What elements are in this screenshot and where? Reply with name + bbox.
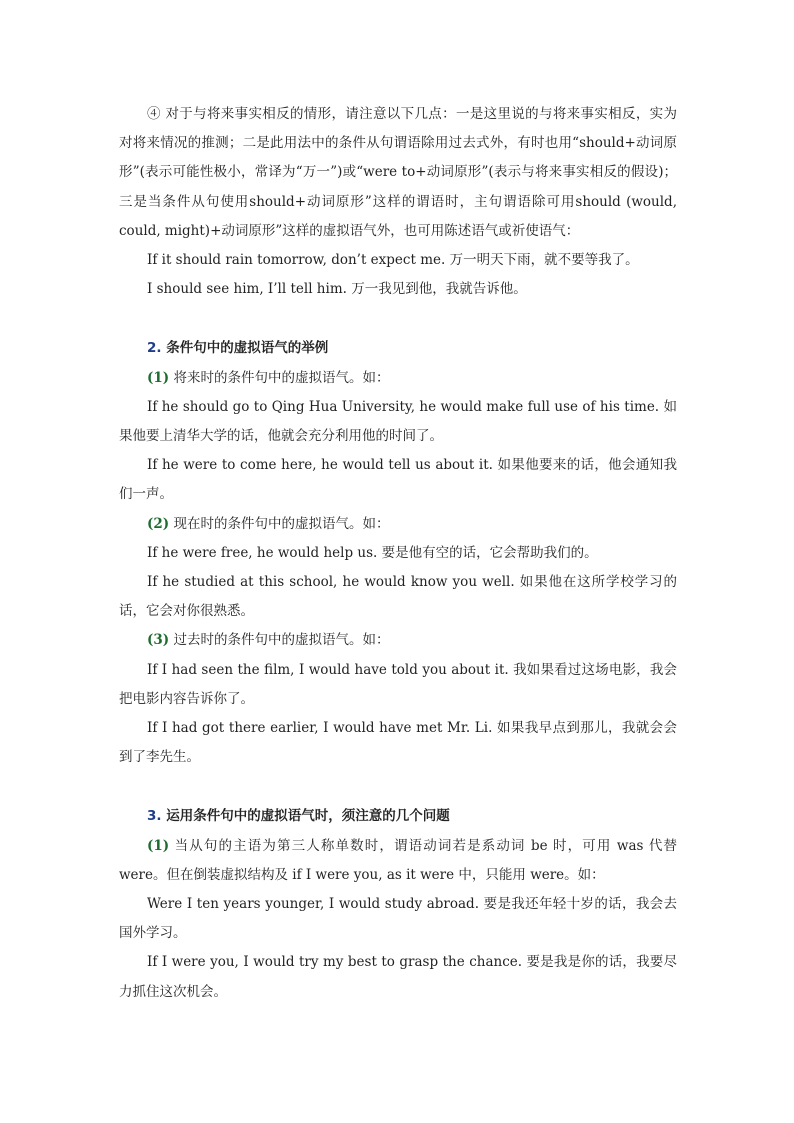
item-text: 将来时的条件句中的虚拟语气。如： <box>173 369 390 386</box>
item-text: 过去时的条件句中的虚拟语气。如： <box>173 632 390 649</box>
example-sentence: If I were you, I would try my best to grasp the chance. 要是我是你的话，我要尽力抓住这次机会。 <box>119 954 677 1000</box>
example-sentence: Were I ten years younger, I would study abroad. 要是我还年轻十岁的话，我会去国外学习。 <box>119 896 677 942</box>
intro-paragraph: ④ 对于与将来事实相反的情形，请注意以下几点：一是这里说的与将来事实相反，实为对将来情况的推测；二是此用法中的条件从句谓语除用过去式外，有时也用“should+动词原形”(表示可能性极小，常译为“万一”)或“were to+动词原形”(表示与将来事实相反的假设)；三是当条件从句使用should+动词原形”这样的谓语时，主句谓语除可用should (would, could, might)+动词原形”这样的虚拟语气外，也可用陈述语气或祈使语气： <box>119 106 677 239</box>
document-body <box>119 100 677 1007</box>
section-gap <box>119 772 677 802</box>
section-heading <box>119 334 677 363</box>
item-number: (1) <box>147 837 170 854</box>
section-number: 2. <box>147 340 162 357</box>
example-sentence: If he should go to Qing Hua University, he would make full use of his time. 如果他要上清华大学的话，他就会充分利用他的时间了。 <box>119 398 677 445</box>
section-title: 运用条件句中的虚拟语气时，须注意的几个问题 <box>166 808 450 825</box>
section-heading <box>119 802 677 831</box>
item-label <box>119 626 677 655</box>
example-sentence: I should see him, I’ll tell him. 万一我见到他，我就告诉他。 <box>147 281 527 298</box>
item-number: (1) <box>147 369 170 386</box>
item-label <box>119 510 677 539</box>
example-sentence: If it should rain tomorrow, don’t expect me. 万一明天下雨，就不要等我了。 <box>147 252 639 269</box>
item-number: (2) <box>147 515 170 532</box>
example-sentence: If he were to come here, he would tell us about it. 如果他要来的话，他会通知我们一声。 <box>119 457 677 503</box>
section-title: 条件句中的虚拟语气的举例 <box>166 340 329 357</box>
section-number: 3. <box>147 808 162 825</box>
section-gap <box>119 304 677 334</box>
example-sentence: If I had seen the film, I would have told you about it. 我如果看过这场电影，我会把电影内容告诉你了。 <box>119 661 677 707</box>
item-text: 现在时的条件句中的虚拟语气。如： <box>173 515 390 532</box>
example-sentence: If he studied at this school, he would know you well. 如果他在这所学校学习的话，它会对你很熟悉。 <box>119 574 677 620</box>
example-sentence: If I had got there earlier, I would have met Mr. Li. 如果我早点到那儿，我就会会到了李先生。 <box>119 720 677 766</box>
item-label <box>119 832 677 890</box>
item-text: 当从句的主语为第三人称单数时，谓语动词若是系动词 be 时，可用 was 代替 were。但在倒装虚拟结构及 if I were you, as it were 中，只能用 were。如： <box>119 837 678 883</box>
item-label <box>119 364 677 393</box>
item-number: (3) <box>147 632 170 649</box>
example-sentence: If he were free, he would help us. 要是他有空的话，它会帮助我们的。 <box>147 544 598 561</box>
